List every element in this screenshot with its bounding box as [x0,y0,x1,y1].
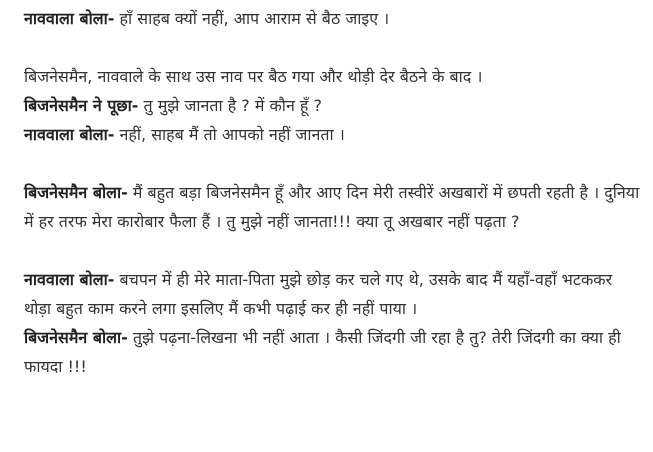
dialogue-paragraph-3 [24,120,644,149]
paragraph-spacer [24,149,644,178]
dialogue-paragraph-6 [24,323,644,381]
dialogue-paragraph-2 [24,91,644,120]
speaker-label: बिजनेसमैन बोला- [24,328,128,347]
dialogue-paragraph-4 [24,178,644,236]
dialogue-text: हाँ साहब क्यों नहीं, आप आराम से बैठ जाइए । [114,9,390,28]
speaker-label: नाववाला बोला- [24,9,115,28]
dialogue-text: तुझे पढ़ना-लिखना भी नहीं आता । कैसी जिंदगी जी रहा है तु? तेरी जिंदगी का क्या ही फायदा !!! [24,328,621,376]
paragraph-spacer [24,236,644,265]
speaker-label: नाववाला बोला- [24,270,115,289]
dialogue-text: मैं बहुत बड़ा बिजनेसमैन हूँ और आए दिन मेरी तस्वीरें अखबारों में छपती रहती है । दुनिया में हर तरफ मेरा कारोबार फैला हैं । तु मुझे नहीं जानता!!! क्या तू अखबार नहीं पढ़ता ? [24,183,640,231]
dialogue-paragraph-5 [24,265,644,323]
speaker-label: बिजनेसमैन ने पूछा- [24,96,139,115]
story-document [24,4,644,381]
narration-paragraph [24,62,644,91]
paragraph-spacer [24,33,644,62]
speaker-label: बिजनेसमैन बोला- [24,183,128,202]
dialogue-paragraph-1 [24,4,644,33]
narration-text: बिजनेसमैन, नाववाले के साथ उस नाव पर बैठ गया और थोड़ी देर बैठने के बाद । [24,67,483,86]
dialogue-text: नहीं, साहब मैं तो आपको नहीं जानता । [114,125,345,144]
speaker-label: नाववाला बोला- [24,125,115,144]
dialogue-text: तु मुझे जानता है ? में कौन हूँ ? [138,96,322,115]
dialogue-text: बचपन में ही मेरे माता-पिता मुझे छोड़ कर चले गए थे, उसके बाद मैं यहाँ-वहाँ भटककर थोड़ा बहुत काम करने लगा इसलिए मैं कभी पढ़ाई कर ही नहीं पाया । [24,270,613,318]
